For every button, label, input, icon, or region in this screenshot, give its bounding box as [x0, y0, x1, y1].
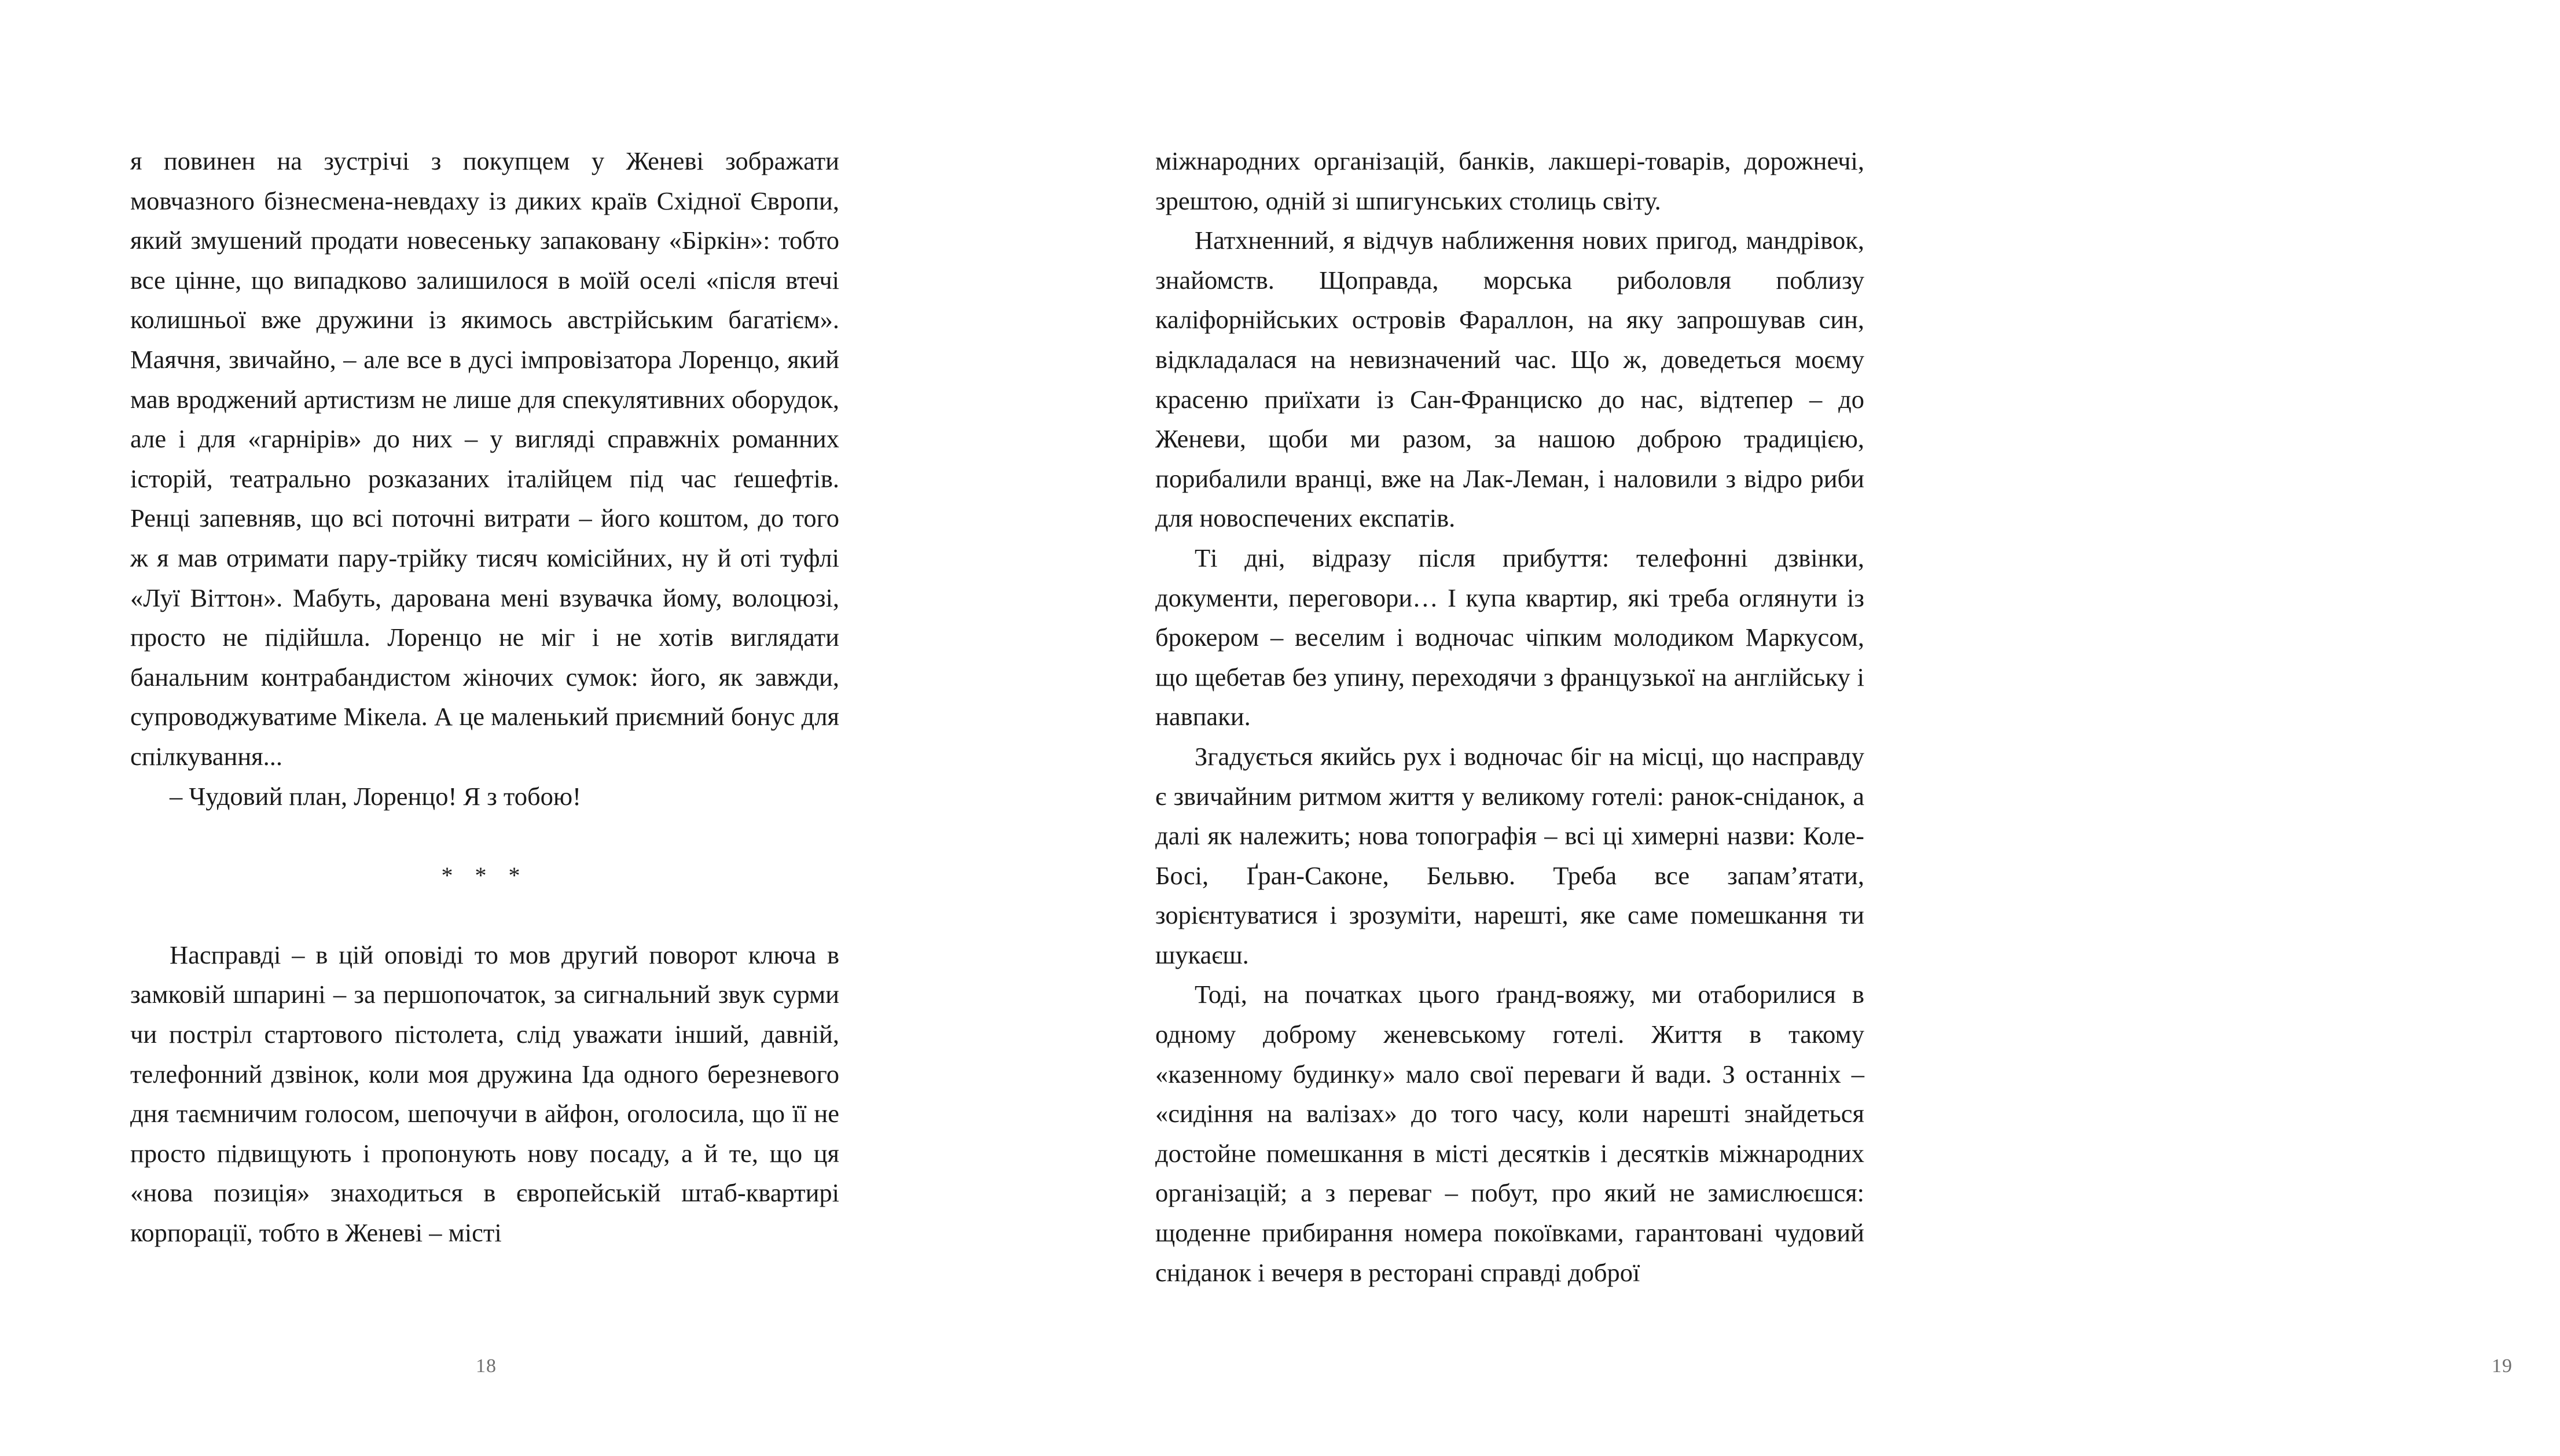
- paragraph: Ті дні, відразу після прибуття: телефонні дзвінки, документи, переговори… І купа квартир, які треба оглянути із брокером – веселим і водночас чіпким молодиком Маркусом, що щебетав без упину, переходячи з французької на англійську і навпаки.: [1155, 543, 1864, 731]
- paragraph: міжнародних організацій, банків, лакшері-товарів, дорожнечі, зрештою, одній зі шпигунських столиць світу.: [1155, 146, 1864, 215]
- paragraph: Тоді, на початках цього ґранд-вояжу, ми отаборилися в одному доброму женевському готелі. Життя в такому «казенному будинку» мало свої переваги й вади. З останніх – «сидіння на валізах» до того часу, коли нарешті знайдеться достойне помешкання в місті десятків і десятків міжнародних організацій; а з переваг – побут, про який не замислюєшся: щоденне прибирання номера покоївками, гарантовані чудовий сніданок і вечеря в ресторані справді доброї: [1155, 980, 1864, 1287]
- right-page-text: [1155, 141, 1864, 1292]
- left-page: [0, 0, 991, 1456]
- paragraph: я повинен на зустрічі з покупцем у Женеві зображати мовчазного бізнесмена-невдаху із диких країв Східної Європи, який змушений продати новесеньку запаковану «Біркін»: тобто все цінне, що випадково залишилося в моїй оселі «після втечі колишньої вже дружини із якимось австрійським багатієм». Маячня, звичайно, – але все в дусі імпровізатора Лоренцо, який мав вроджений артистизм не лише для спекулятивних оборудок, але і для «гарнірів» до них – у вигляді справжніх романних історій, театрально розказаних італійцем під час ґешефтів. Ренці запевняв, що всі поточні витрати – його коштом, до того ж я мав отримати пару-трійку тисяч комісійних, ну й оті туфлі «Луї Віттон». Мабуть, дарована мені взувачка йому, волоцюзі, просто не підійшла. Лоренцо не міг і не хотів виглядати банальним контрабандистом жіночих сумок: його, як завжди, супроводжуватиме Мікела. А це маленький приємний бонус для спілкування...: [130, 146, 839, 771]
- right-page: [991, 0, 2513, 1456]
- paragraph: Насправді – в цій оповіді то мов другий поворот ключа в замковій шпарині – за першопочаток, за сигнальний звук сурми чи постріл стартового пістолета, слід уважати інший, давній, телефонний дзвінок, коли моя дружина Іда одного березневого дня таємничим голосом, шепочучи в айфон, оголосила, що її не просто підвищують і пропонують нову посаду, а й те, що ця «нова позиція» знаходиться в європейській штаб-квартирі корпорації, тобто в Женеві – місті: [130, 940, 839, 1248]
- page-number: 19: [2492, 1355, 2513, 1377]
- paragraph: Згадується якийсь рух і водночас біг на місці, що насправду є звичайним ритмом життя у великому готелі: ранок-сніданок, а далі як належить; нова топографія – всі ці химерні назви: Коле-Босі, Ґран-Саконе, Бельвю. Треба все запам’ятати, зорієнтуватися і зрозуміти, нарешті, яке саме помешкання ти шукаєш.: [1155, 741, 1864, 969]
- left-page-text: [130, 141, 839, 1253]
- page-number: 18: [476, 1355, 497, 1377]
- paragraph: – Чудовий план, Лоренцо! Я з тобою!: [170, 781, 581, 811]
- paragraph: Натхненний, я відчув наближення нових пригод, мандрівок, знайомств. Щоправда, морська риболовля поблизу каліфорнійських островів Фараллон, на яку запрошував син, відкладалася на невизначений час. Що ж, доведеться моєму красеню приїхати із Сан-Франциско до нас, відтепер – до Женеви, щоби ми разом, за нашою доброю традицією, порибалили вранці, вже на Лак-Леман, і наловили з відро риби для новоспечених експатів.: [1155, 226, 1864, 533]
- section-separator: * * *: [441, 862, 528, 888]
